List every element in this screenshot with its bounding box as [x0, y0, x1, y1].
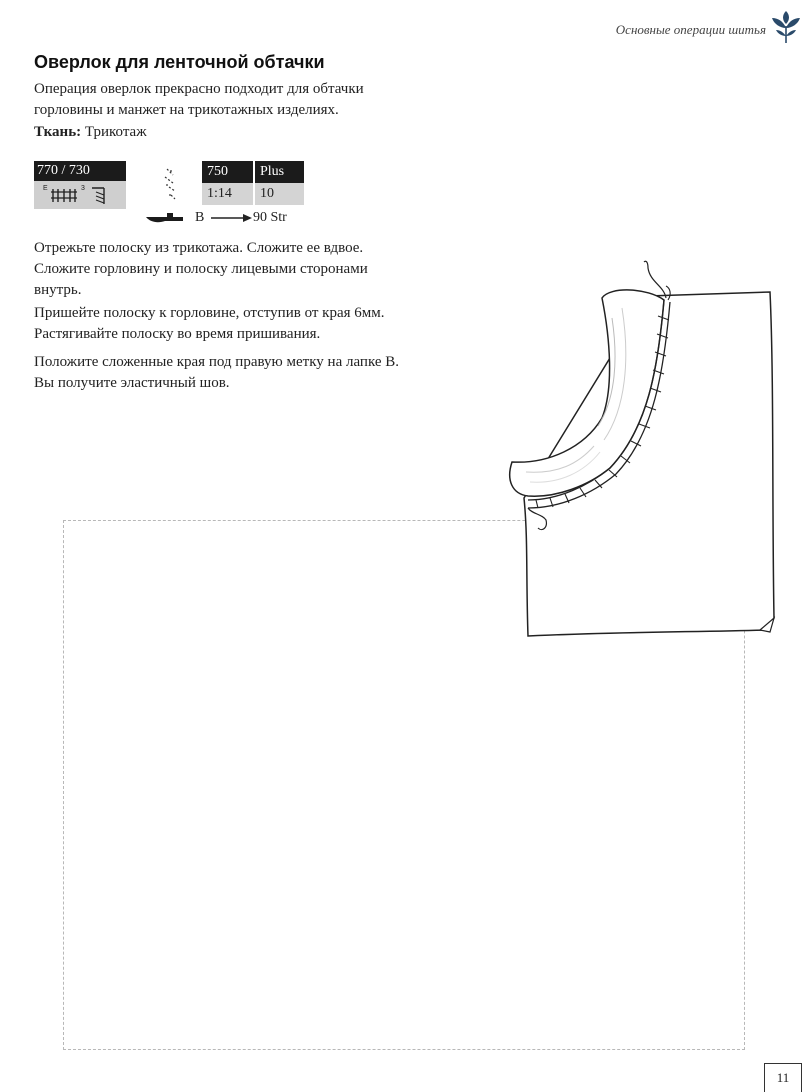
- machine-models: 770 / 730: [34, 161, 126, 181]
- settings-header-plus: Plus: [254, 161, 304, 183]
- setting-left-letter: E: [43, 185, 48, 192]
- fabric-line: [34, 124, 147, 141]
- foot-row: [145, 209, 345, 227]
- instruction-paragraph-1: Отрежьте полоску из трикотажа. Сложите ее вдвое. Сложите горловину и полоску лицевыми сторонами внутрь.: [34, 240, 368, 298]
- leaf-icon: [770, 10, 802, 44]
- settings-table: [202, 161, 304, 205]
- overlock-stitch-icon: [51, 186, 77, 204]
- instruction-paragraph-3: Положите сложенные края под правую метку на лапке B. Вы получите эластичный шов.: [34, 354, 400, 391]
- needle-thread-icon: [145, 161, 202, 209]
- fabric-value: Трикотаж: [84, 124, 147, 140]
- presser-foot-icon: [145, 211, 187, 225]
- settings-value-ratio: 1:14: [202, 183, 254, 205]
- settings-value-length: 10: [254, 183, 304, 205]
- machine-settings: [34, 181, 126, 209]
- neckline-binding-illustration: [498, 258, 788, 648]
- page-number: 11: [764, 1063, 802, 1092]
- machine-table: [34, 161, 126, 209]
- stretch-stitch-icon: [90, 185, 110, 205]
- running-header: Основные операции шитья: [615, 22, 766, 37]
- stitch-length-label: 90 Str: [253, 210, 287, 225]
- fabric-label: Ткань:: [34, 124, 82, 140]
- instruction-paragraph-2: Пришейте полоску к горловине, отступив от края 6мм. Растягивайте полоску во время пришивания.: [34, 305, 385, 342]
- intro-paragraph: Операция оверлок прекрасно подходит для обтачки горловины и манжет на трикотажных изделиях.: [34, 81, 364, 118]
- stitch-length-arrow-icon: [211, 213, 253, 223]
- settings-header-750: 750: [202, 161, 254, 183]
- foot-label: B: [195, 210, 205, 225]
- page-title: Оверлок для ленточной обтачки: [34, 52, 325, 72]
- setting-right-digit: 3: [81, 185, 85, 192]
